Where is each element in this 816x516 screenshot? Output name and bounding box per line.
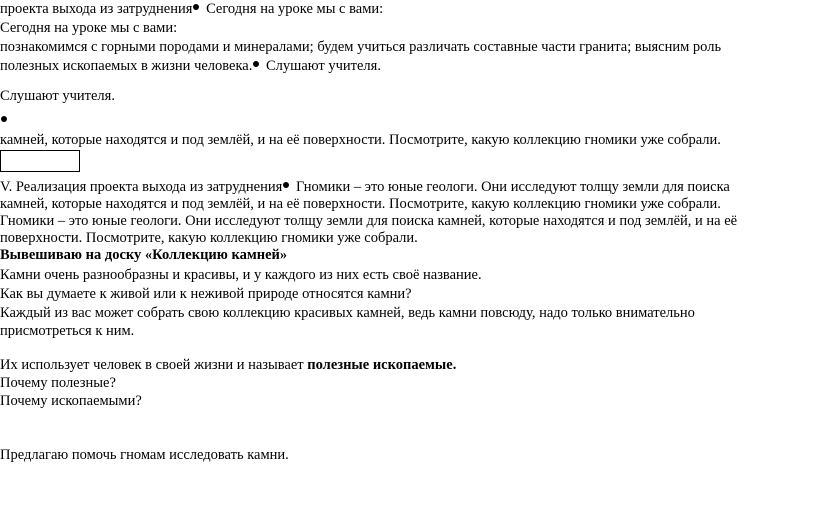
- text-line-1: [0, 0, 383, 18]
- text-line-8: [0, 178, 730, 196]
- line-8-part-a: V. Реализация проекта выхода из затруднения: [0, 179, 283, 195]
- line-4-part-a: полезных ископаемых в жизни человека.: [0, 58, 253, 74]
- text-line-18: Почему полезные?: [0, 375, 116, 391]
- line-1-part-a: проекта выхода из затруднения: [0, 1, 193, 17]
- text-line-6: [0, 112, 10, 130]
- line-1-part-b: Сегодня на уроке мы с вами:: [202, 1, 384, 17]
- text-line-2: Сегодня на уроке мы с вами:: [0, 20, 178, 36]
- text-line-16: присмотреться к ним.: [0, 323, 135, 339]
- text-line-4: [0, 57, 381, 75]
- text-line-19: Почему ископаемыми?: [0, 393, 142, 409]
- line-8-part-b: Гномики – это юные геологи. Они исследуют толщу земли для поиска: [292, 179, 730, 195]
- empty-box: [0, 150, 80, 172]
- text-line-5: Слушают учителя.: [0, 88, 115, 104]
- text-line-11: поверхности. Посмотрите, какую коллекцию гномики уже собрали.: [0, 230, 418, 246]
- bullet-icon: [1, 116, 7, 122]
- text-line-3: познакомимся с горными породами и минералами; будем учиться различать составные части гранита; выясним роль: [0, 39, 722, 55]
- bullet-icon: [193, 4, 199, 10]
- text-line-17: [0, 356, 456, 374]
- text-line-14: Как вы думаете к живой или к неживой природе относятся камни?: [0, 286, 412, 302]
- text-line-20: Предлагаю помочь гномам исследовать камни.: [0, 447, 289, 463]
- bullet-icon: [253, 61, 259, 67]
- text-line-15: Каждый из вас может собрать свою коллекцию красивых камней, ведь камни повсюду, надо только внимательно: [0, 305, 695, 321]
- text-line-10: Гномики – это юные геологи. Они исследуют толщу земли для поиска камней, которые находятся и под землёй, и на её: [0, 213, 738, 229]
- line-17-part-a: Их использует человек в своей жизни и называет: [0, 357, 308, 373]
- text-line-7: камней, которые находятся и под землёй, и на её поверхности. Посмотрите, какую коллекцию гномики уже собрали.: [0, 132, 721, 148]
- line-4-part-b: Слушают учителя.: [262, 58, 381, 74]
- text-line-9: камней, которые находятся и под землёй, и на её поверхности. Посмотрите, какую коллекцию гномики уже собрали.: [0, 196, 721, 212]
- text-line-13: Камни очень разнообразны и красивы, и у каждого из них есть своё название.: [0, 267, 482, 283]
- text-line-12: Вывешиваю на доску «Коллекцию камней»: [0, 247, 288, 263]
- bullet-icon: [283, 182, 289, 188]
- line-17-part-b: полезные ископаемые.: [307, 357, 457, 373]
